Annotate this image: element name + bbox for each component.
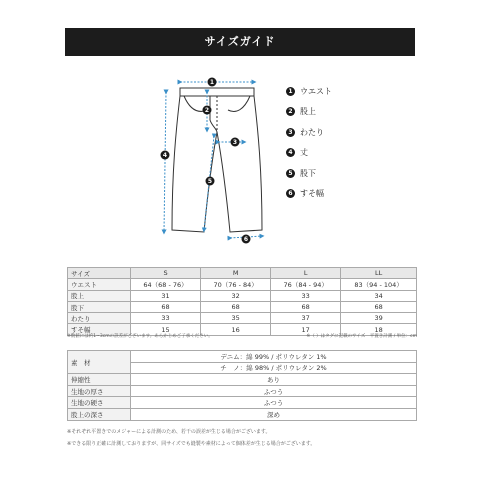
table-row xyxy=(68,374,417,386)
size-header-l: L xyxy=(271,268,341,279)
cell: 15 xyxy=(131,324,201,335)
size-table xyxy=(67,267,417,336)
legend-label: 丈 xyxy=(300,148,308,157)
footnote-1: ※それぞれ平置きでのメジャーによる計測のため、若干の誤差が生じる場合がございます。 xyxy=(67,429,271,435)
cell: 17 xyxy=(271,324,341,335)
legend-label: わたり xyxy=(300,127,324,137)
row-label: わたり xyxy=(68,313,131,324)
legend-label: ウエスト xyxy=(300,86,332,96)
table-row xyxy=(68,385,417,397)
cell: デニム：綿 99% / ポリウレタン 1% xyxy=(131,351,417,363)
legend-number: 4 xyxy=(286,148,295,157)
cell: 70（76 - 84） xyxy=(201,279,271,290)
legend-number: 5 xyxy=(286,169,295,178)
table-row xyxy=(68,279,417,290)
cell: 32 xyxy=(201,290,271,301)
cell: 64（68 - 76） xyxy=(131,279,201,290)
legend-item-inseam xyxy=(286,166,406,180)
cell: 34 xyxy=(341,290,417,301)
row-label: 生地の硬さ xyxy=(68,397,131,409)
row-label: 素 材 xyxy=(68,351,131,374)
cell: 68 xyxy=(271,301,341,312)
legend-label: すそ幅 xyxy=(300,189,324,198)
marker-1-label: 1 xyxy=(209,79,215,87)
row-label: 生地の厚さ xyxy=(68,385,131,397)
table-row xyxy=(68,408,417,420)
cell: 39 xyxy=(341,313,417,324)
cell: あり xyxy=(131,374,417,386)
cell: 33 xyxy=(131,313,201,324)
fabric-table xyxy=(67,350,417,421)
cell: 35 xyxy=(201,313,271,324)
legend-label: 股下 xyxy=(300,168,316,178)
cell: 83（94 - 104） xyxy=(341,279,417,290)
cell: チ ノ：綿 98% / ポリウレタン 2% xyxy=(131,362,417,374)
legend-item-length xyxy=(286,146,406,160)
pants-diagram xyxy=(150,70,290,250)
legend-item-waist xyxy=(286,84,406,98)
row-label: 股下 xyxy=(68,301,131,312)
size-header-s: S xyxy=(131,268,201,279)
cell: ふつう xyxy=(131,397,417,409)
cell: 68 xyxy=(131,301,201,312)
size-note-right: ※（ ）はタグに記載のサイズ 平置き計測 / 単位：cm xyxy=(306,334,417,339)
size-header-label: サイズ xyxy=(68,268,131,279)
table-row xyxy=(68,290,417,301)
page-title: サイズガイド xyxy=(65,28,415,56)
cell: 深め xyxy=(131,408,417,420)
legend-label: 股上 xyxy=(300,107,316,116)
measurement-legend xyxy=(286,84,406,207)
legend-item-hem-width xyxy=(286,187,406,201)
footnote-2: ※できる限り正確に計測しておりますが、同サイズでも縫製や素材によって個体差が生じる場合がございます。 xyxy=(67,441,316,447)
size-header-row xyxy=(68,268,417,279)
table-row xyxy=(68,397,417,409)
table-row xyxy=(68,351,417,363)
row-label: 股上 xyxy=(68,290,131,301)
table-row xyxy=(68,301,417,312)
marker-6-label: 6 xyxy=(243,236,249,244)
legend-number: 6 xyxy=(286,189,295,198)
size-note-left: ※数値には約1~3cmの誤差がございます。あらかじめご了承ください。 xyxy=(67,334,213,339)
cell: 68 xyxy=(201,301,271,312)
legend-item-rise xyxy=(286,105,406,119)
marker-4-label: 4 xyxy=(162,152,168,160)
size-header-m: M xyxy=(201,268,271,279)
legend-number: 3 xyxy=(286,128,295,137)
cell: 76（84 - 94） xyxy=(271,279,341,290)
size-header-ll: LL xyxy=(341,268,417,279)
legend-item-thigh xyxy=(286,125,406,139)
row-label: 股上の深さ xyxy=(68,408,131,420)
row-label: 伸縮性 xyxy=(68,374,131,386)
marker-3-label: 3 xyxy=(232,139,238,147)
row-label: ウエスト xyxy=(68,279,131,290)
table-row xyxy=(68,313,417,324)
cell: 68 xyxy=(341,301,417,312)
cell: 18 xyxy=(341,324,417,335)
marker-2-label: 2 xyxy=(204,107,210,115)
row-label: すそ幅 xyxy=(68,324,131,335)
cell: 37 xyxy=(271,313,341,324)
pants-outline xyxy=(172,88,262,232)
cell: 31 xyxy=(131,290,201,301)
size-note xyxy=(67,333,417,339)
marker-5-label: 5 xyxy=(207,178,213,186)
cell: 16 xyxy=(201,324,271,335)
cell: ふつう xyxy=(131,385,417,397)
legend-number: 2 xyxy=(286,107,295,116)
cell: 33 xyxy=(271,290,341,301)
legend-number: 1 xyxy=(286,87,295,96)
